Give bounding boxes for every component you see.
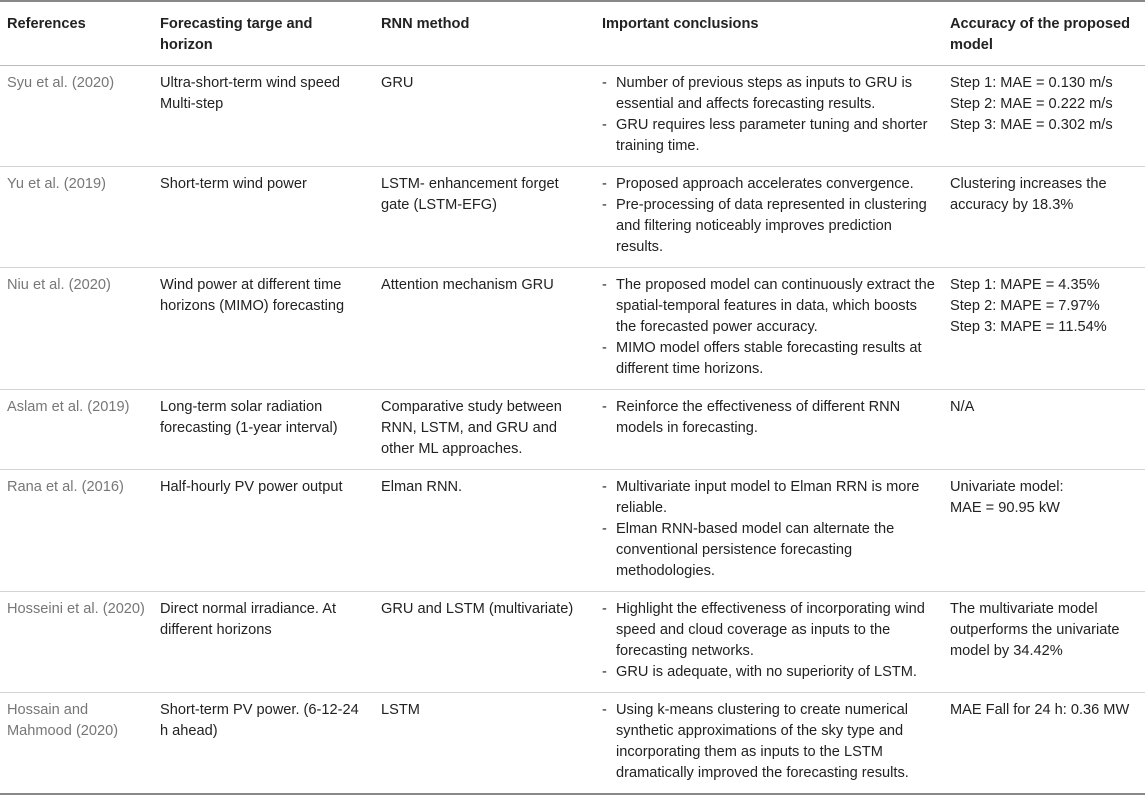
table-row — [0, 167, 1145, 268]
conclusion-item: - MIMO model offers stable forecasting results at different time horizons. — [602, 338, 937, 380]
header-row — [0, 1, 1145, 66]
cell-accuracy — [943, 66, 1145, 167]
header-accuracy: Accuracy of the proposed model — [943, 1, 1145, 66]
table-row — [0, 693, 1145, 795]
conclusion-item: - GRU requires less parameter tuning and shorter training time. — [602, 115, 937, 157]
cell-reference: Niu et al. (2020) — [0, 268, 153, 390]
header-references: References — [0, 1, 153, 66]
cell-conclusions — [595, 390, 943, 470]
cell-conclusions — [595, 693, 943, 795]
cell-reference: Hossain and Mahmood (2020) — [0, 693, 153, 795]
accuracy-line: N/A — [950, 399, 975, 415]
cell-reference: Hosseini et al. (2020) — [0, 592, 153, 693]
table-row — [0, 66, 1145, 167]
cell-method: GRU — [374, 66, 595, 167]
cell-target: Long-term solar radiation forecasting (1-year interval) — [153, 390, 374, 470]
table-row — [0, 268, 1145, 390]
cell-conclusions — [595, 592, 943, 693]
accuracy-line: Clustering increases the accuracy by 18.3% — [950, 176, 1107, 213]
accuracy-line: Univariate model: — [950, 479, 1064, 495]
accuracy-line: Step 2: MAPE = 7.97% — [950, 298, 1100, 314]
cell-reference: Yu et al. (2019) — [0, 167, 153, 268]
accuracy-line: The multivariate model outperforms the univariate model by 34.42% — [950, 601, 1120, 659]
table-row — [0, 470, 1145, 592]
accuracy-line: Step 1: MAPE = 4.35% — [950, 277, 1100, 293]
conclusion-list — [602, 477, 937, 582]
conclusion-list — [602, 174, 937, 258]
conclusion-list — [602, 700, 937, 784]
conclusion-item: - Elman RNN-based model can alternate the conventional persistence forecasting methodologies. — [602, 519, 937, 582]
accuracy-line: Step 1: MAE = 0.130 m/s — [950, 75, 1113, 91]
table-row — [0, 592, 1145, 693]
cell-conclusions — [595, 470, 943, 592]
table-body — [0, 66, 1145, 795]
conclusion-list — [602, 73, 937, 157]
cell-reference: Syu et al. (2020) — [0, 66, 153, 167]
cell-method: LSTM — [374, 693, 595, 795]
cell-method: Attention mechanism GRU — [374, 268, 595, 390]
accuracy-line: MAE Fall for 24 h: 0.36 MW — [950, 702, 1130, 718]
header-conclusions: Important conclusions — [595, 1, 943, 66]
cell-target: Short-term PV power. (6-12-24 h ahead) — [153, 693, 374, 795]
accuracy-line: Step 2: MAE = 0.222 m/s — [950, 96, 1113, 112]
conclusion-list — [602, 275, 937, 380]
cell-target: Wind power at different time horizons (MIMO) forecasting — [153, 268, 374, 390]
cell-target: Ultra-short-term wind speed Multi-step — [153, 66, 374, 167]
conclusion-list — [602, 397, 937, 439]
cell-accuracy — [943, 268, 1145, 390]
conclusion-item: - Using k-means clustering to create numerical synthetic approximations of the sky type and incorporating them as inputs to the LSTM dramatically improved the forecasting results. — [602, 700, 937, 784]
cell-reference: Rana et al. (2016) — [0, 470, 153, 592]
cell-accuracy — [943, 167, 1145, 268]
cell-accuracy — [943, 470, 1145, 592]
cell-accuracy — [943, 693, 1145, 795]
conclusion-item: - GRU is adequate, with no superiority of LSTM. — [602, 662, 937, 683]
header-method: RNN method — [374, 1, 595, 66]
conclusion-item: - Proposed approach accelerates convergence. — [602, 174, 937, 195]
cell-accuracy — [943, 390, 1145, 470]
header-target: Forecasting targe and horizon — [153, 1, 374, 66]
conclusion-list — [602, 599, 937, 683]
cell-method: LSTM- enhancement forget gate (LSTM-EFG) — [374, 167, 595, 268]
cell-target: Short-term wind power — [153, 167, 374, 268]
accuracy-line: MAE = 90.95 kW — [950, 500, 1060, 516]
accuracy-line: Step 3: MAE = 0.302 m/s — [950, 117, 1113, 133]
conclusion-item: - Number of previous steps as inputs to GRU is essential and affects forecasting results. — [602, 73, 937, 115]
table-row — [0, 390, 1145, 470]
conclusion-item: - The proposed model can continuously extract the spatial-temporal features in data, which boosts the forecasted power accuracy. — [602, 275, 937, 338]
cell-accuracy — [943, 592, 1145, 693]
table-header — [0, 1, 1145, 66]
cell-target: Half-hourly PV power output — [153, 470, 374, 592]
cell-method: Elman RNN. — [374, 470, 595, 592]
cell-conclusions — [595, 268, 943, 390]
conclusion-item: - Highlight the effectiveness of incorporating wind speed and cloud coverage as inputs to the forecasting networks. — [602, 599, 937, 662]
accuracy-line: Step 3: MAPE = 11.54% — [950, 319, 1107, 335]
conclusion-item: - Reinforce the effectiveness of different RNN models in forecasting. — [602, 397, 937, 439]
conclusion-item: - Multivariate input model to Elman RRN is more reliable. — [602, 477, 937, 519]
cell-target: Direct normal irradiance. At different horizons — [153, 592, 374, 693]
conclusion-item: - Pre-processing of data represented in clustering and filtering noticeably improves prediction results. — [602, 195, 937, 258]
cell-conclusions — [595, 167, 943, 268]
cell-reference: Aslam et al. (2019) — [0, 390, 153, 470]
cell-conclusions — [595, 66, 943, 167]
cell-method: Comparative study between RNN, LSTM, and GRU and other ML approaches. — [374, 390, 595, 470]
cell-method: GRU and LSTM (multivariate) — [374, 592, 595, 693]
